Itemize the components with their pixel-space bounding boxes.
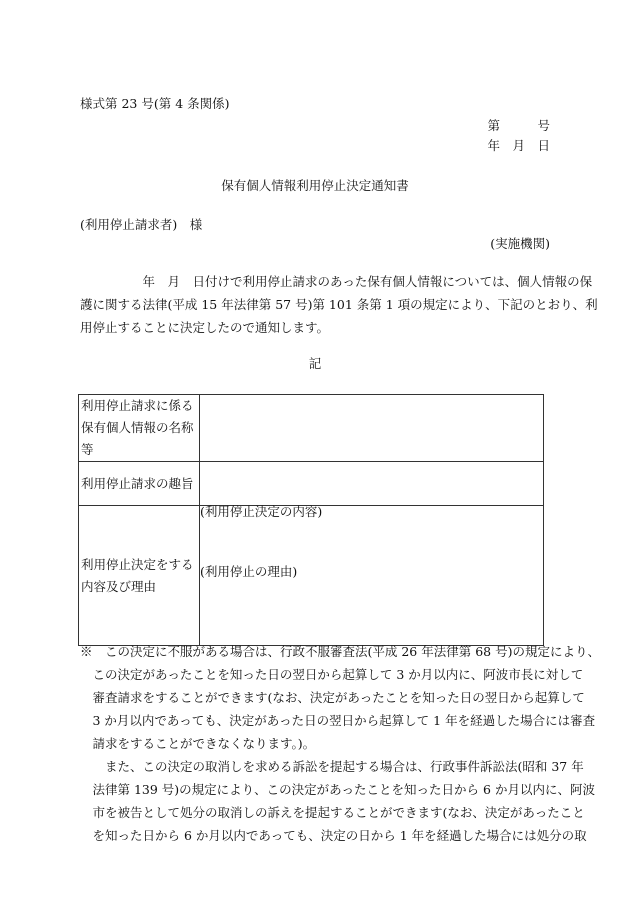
document-title: 保有個人情報利用停止決定通知書	[221, 178, 409, 193]
table-row	[79, 462, 544, 506]
form-id: 様式第 23 号(第 4 条関係)	[80, 96, 230, 111]
body-line: 年 月 日付けで利用停止請求のあった保有個人情報については、個人情報の保	[80, 274, 593, 289]
document-date: 年 月 日	[487, 138, 550, 153]
decision-reason-heading: (利用停止の理由)	[200, 564, 298, 579]
notice-line: 審査請求をすることができます(なお、決定があったことを知った日の翌日から起算して	[80, 690, 585, 705]
notice-line: この決定があったことを知った日の翌日から起算して 3 か月以内に、阿波市長に対して	[80, 667, 584, 682]
issuer: (実施機関)	[490, 236, 550, 251]
row-value-request-purpose	[200, 462, 544, 506]
notice-line: 市を被告として処分の取消しの訴えを提起することができます(なお、決定があったこと	[80, 805, 585, 820]
body-line: 護に関する法律(平成 15 年法律第 57 号)第 101 条第 1 項の規定により、下記のとおり、利	[80, 297, 598, 312]
notice-line: 3 か月以内であっても、決定があった日の翌日から起算して 1 年を経過した場合には審査	[80, 713, 596, 728]
body-line: 用停止することに決定したので通知します。	[80, 320, 330, 335]
row-label-request-purpose: 利用停止請求の趣旨	[79, 462, 200, 506]
row-value-request-target	[200, 395, 544, 462]
table-row	[79, 506, 544, 646]
notice-line: また、この決定の取消しを求める訴訟を提起する場合は、行政事件訴訟法(昭和 37 年	[80, 759, 584, 774]
addressee: (利用停止請求者) 様	[80, 217, 203, 232]
ki-heading: 記	[308, 356, 322, 371]
row-label-decision: 利用停止決定をする内容及び理由	[79, 506, 200, 646]
document-number: 第 号	[487, 118, 550, 133]
notice-line: を知った日から 6 か月以内であっても、決定の日から 1 年を経過した場合には処分の取	[80, 828, 587, 843]
row-label-request-target: 利用停止請求に係る保有個人情報の名称等	[79, 395, 200, 462]
table-row	[79, 395, 544, 462]
notice-line: 法律第 139 号)の規定により、この決定があったことを知った日から 6 か月以内に、阿波	[80, 782, 595, 797]
notice-line: ※ この決定に不服がある場合は、行政不服審査法(平成 26 年法律第 68 号)の規定により、	[80, 644, 600, 659]
notice-line: 請求をすることができなくなります。)。	[80, 736, 316, 751]
decision-content-heading: (利用停止決定の内容)	[200, 504, 323, 519]
decision-table	[78, 394, 544, 646]
